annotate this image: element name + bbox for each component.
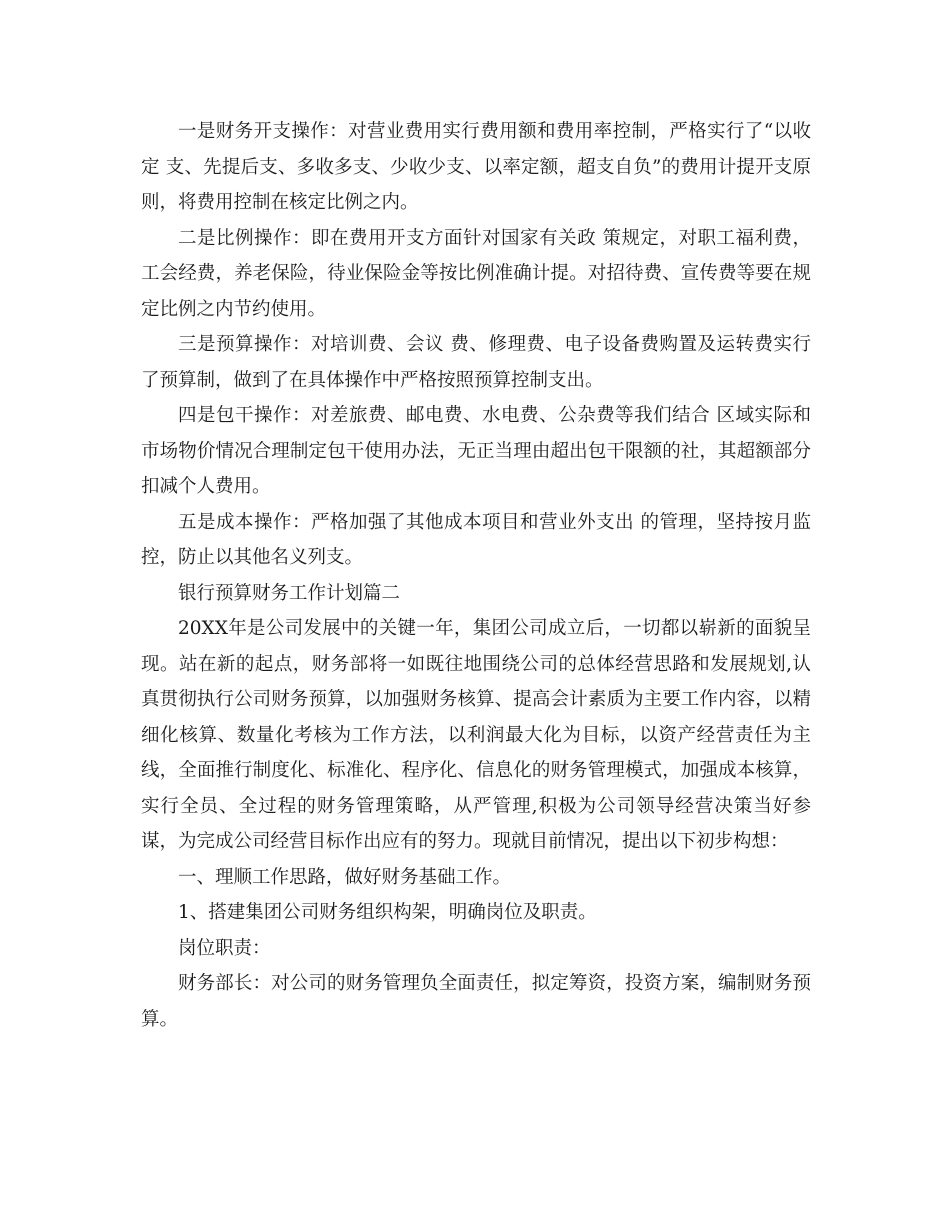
paragraph-point-one: 一、理顺工作思路，做好财务基础工作。 <box>178 866 512 888</box>
paragraph-cost-operation: 五是成本操作：严格加强了其他成本项目和营业外支出 的管理，坚持按月监控，防止以其他名义列支。 <box>141 511 811 568</box>
paragraph-financial-expense-operation: 一是财务开支操作：对营业费用实行费用额和费用率控制，严格实行了“以收定 支、先提后支、多收多支、少收少支、以率定额，超支自负”的费用计提开支原则，将费用控制在核定比例之内。 <box>141 121 811 213</box>
paragraph-lump-sum-operation: 四是包干操作：对差旅费、邮电费、水电费、公杂费等我们结合 区域实际和市场物价情况合理制定包干使用办法，无正当理由超出包干限额的社，其超额部分扣减个人费用。 <box>141 405 811 497</box>
document-body <box>141 114 811 1037</box>
paragraph-job-duties-label: 岗位职责： <box>178 937 271 959</box>
paragraph-ratio-operation: 二是比例操作：即在费用开支方面针对国家有关政 策规定，对职工福利费，工会经费，养老保险，待业保险金等按比例准确计提。对招待费、宣传费等要在规定比例之内节约使用。 <box>141 227 811 320</box>
paragraph-annual-overview: 20XX年是公司发展中的关键一年，集团公司成立后，一切都以崭新的面貌呈现。站在新的起点，财务部将一如既往地围绕公司的总体经营思路和发展规划,认真贯彻执行公司财务预算，以加强财务核算、提高会计素质为主要工作内容，以精细化核算、数量化考核为工作方法，以利润最大化为目标，以资产经营责任为主线，全面推行制度化、标准化、程序化、信息化的财务管理模式，加强成本核算，实行全员、全过程的财务管理策略，从严管理,积极为公司领导经营决策当好参谋，为完成公司经营目标作出应有的努力。现就目前情况，提出以下初步构想： <box>141 618 811 852</box>
paragraph-item-one: 1、搭建集团公司财务组织构架，明确岗位及职责。 <box>178 902 597 923</box>
paragraph-finance-director-duties: 财务部长：对公司的财务管理负全面责任，拟定筹资，投资方案，编制财务预算。 <box>141 973 811 1030</box>
section-heading: 银行预算财务工作计划篇二 <box>178 582 401 604</box>
paragraph-budget-operation: 三是预算操作：对培训费、会议 费、修理费、电子设备费购置及运转费实行了预算制，做到了在具体操作中严格按照预算控制支出。 <box>141 334 811 391</box>
